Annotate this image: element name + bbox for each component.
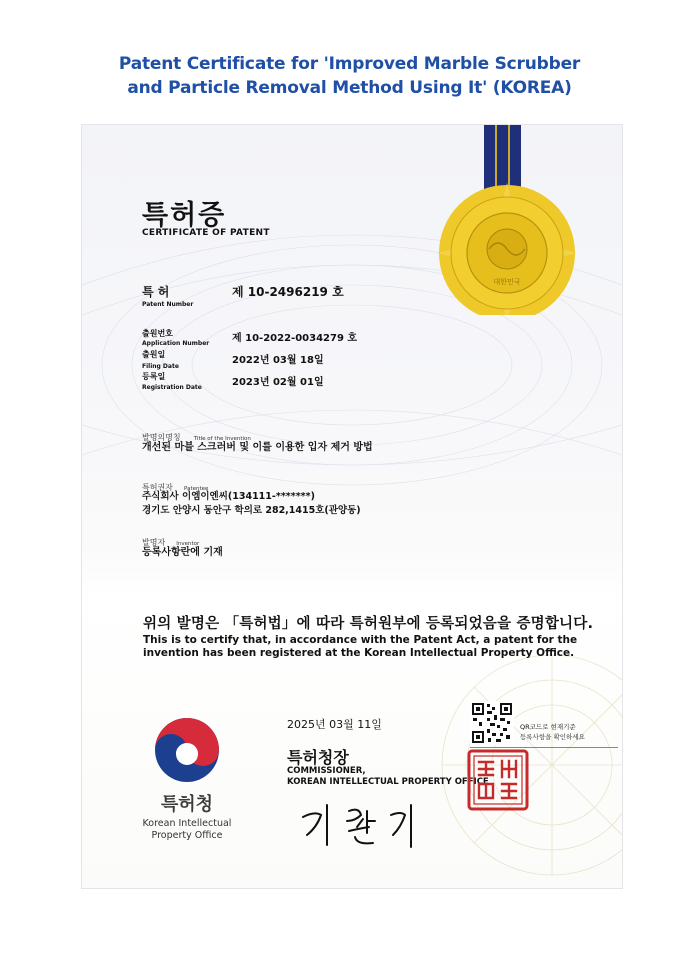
invention-label-en: Title of the Invention bbox=[193, 436, 251, 442]
invention-label-ko: 발명의명칭 bbox=[142, 433, 181, 442]
page-header bbox=[0, 52, 699, 100]
filing-date-value: 2022년 03월 18일 bbox=[232, 355, 324, 366]
header-line-2: and Particle Removal Method Using It' (KOREA) bbox=[127, 78, 572, 98]
certificate-title-ko: 특허증 bbox=[142, 200, 227, 231]
commissioner-title-en bbox=[287, 766, 489, 788]
patentee-name: 주식회사 이엠이엔씨(134111-*******) bbox=[142, 491, 315, 502]
patent-number-value: 제 10-2496219 호 bbox=[232, 285, 344, 299]
patent-number-label-ko: 특 허 bbox=[142, 285, 170, 299]
patentee-label-ko: 특허권자 bbox=[142, 483, 173, 492]
certificate-document bbox=[81, 124, 623, 889]
gold-seal-medal bbox=[432, 125, 582, 315]
qr-divider bbox=[470, 747, 618, 748]
registration-date-label-ko: 등록일 bbox=[142, 372, 166, 381]
patent-number-label-en: Patent Number bbox=[142, 301, 194, 308]
application-number-label-ko: 출원번호 bbox=[142, 329, 173, 338]
inventor-value: 등록사항란에 기재 bbox=[142, 547, 223, 558]
certificate-title-en: CERTIFICATE OF PATENT bbox=[142, 228, 270, 238]
header-line-1: Patent Certificate for 'Improved Marble Scrubber bbox=[118, 54, 581, 74]
application-number-value: 제 10-2022-0034279 호 bbox=[232, 333, 358, 344]
filing-date-label-en: Filing Date bbox=[142, 363, 179, 370]
commissioner-title-ko: 특허청장 bbox=[287, 748, 349, 767]
registration-date-value: 2023년 02월 01일 bbox=[232, 377, 324, 388]
invention-title: 개선된 마블 스크러버 및 이를 이용한 입자 제거 방법 bbox=[142, 442, 373, 453]
qr-note-line-1: QR코드로 현재기준 bbox=[520, 723, 576, 731]
medal-text: 대한민국 bbox=[493, 278, 521, 286]
certification-statement-ko: 위의 발명은 「특허법」에 따라 특허원부에 등록되었음을 증명합니다. bbox=[143, 616, 594, 632]
kipo-name-en bbox=[122, 818, 252, 842]
qr-note bbox=[520, 722, 585, 742]
commissioner-signature bbox=[297, 797, 427, 852]
patentee-label-en: Patentee bbox=[184, 486, 209, 492]
kipo-logo-icon bbox=[152, 715, 222, 785]
commissioner-title-en-line-1: COMMISSIONER, bbox=[287, 766, 366, 776]
filing-date-label-ko: 출원일 bbox=[142, 350, 166, 359]
inventor-label-ko: 발명자 bbox=[142, 538, 166, 547]
red-official-seal bbox=[467, 749, 529, 811]
registration-date-label-en: Registration Date bbox=[142, 384, 202, 391]
certification-statement-en: This is to certify that, in accordance with the Patent Act, a patent for the invention has been registered at the Korean Intellectual Property Office. bbox=[143, 634, 578, 659]
application-number-label-en: Application Number bbox=[142, 340, 210, 347]
qr-note-line-2: 등록사항을 확인하세요 bbox=[520, 733, 585, 741]
qr-code-icon[interactable] bbox=[470, 701, 514, 745]
kipo-name-en-line-2: Property Office bbox=[151, 830, 223, 841]
issue-date: 2025년 03월 11일 bbox=[287, 718, 382, 731]
inventor-label-en: Inventor bbox=[176, 541, 200, 547]
commissioner-title-en-line-2: KOREAN INTELLECTUAL PROPERTY OFFICE bbox=[287, 777, 489, 787]
kipo-name-ko: 특허청 bbox=[160, 794, 214, 815]
patentee-address: 경기도 안양시 동안구 학의로 282,1415호(관양동) bbox=[142, 505, 361, 516]
kipo-name-en-line-1: Korean Intellectual bbox=[142, 818, 232, 829]
